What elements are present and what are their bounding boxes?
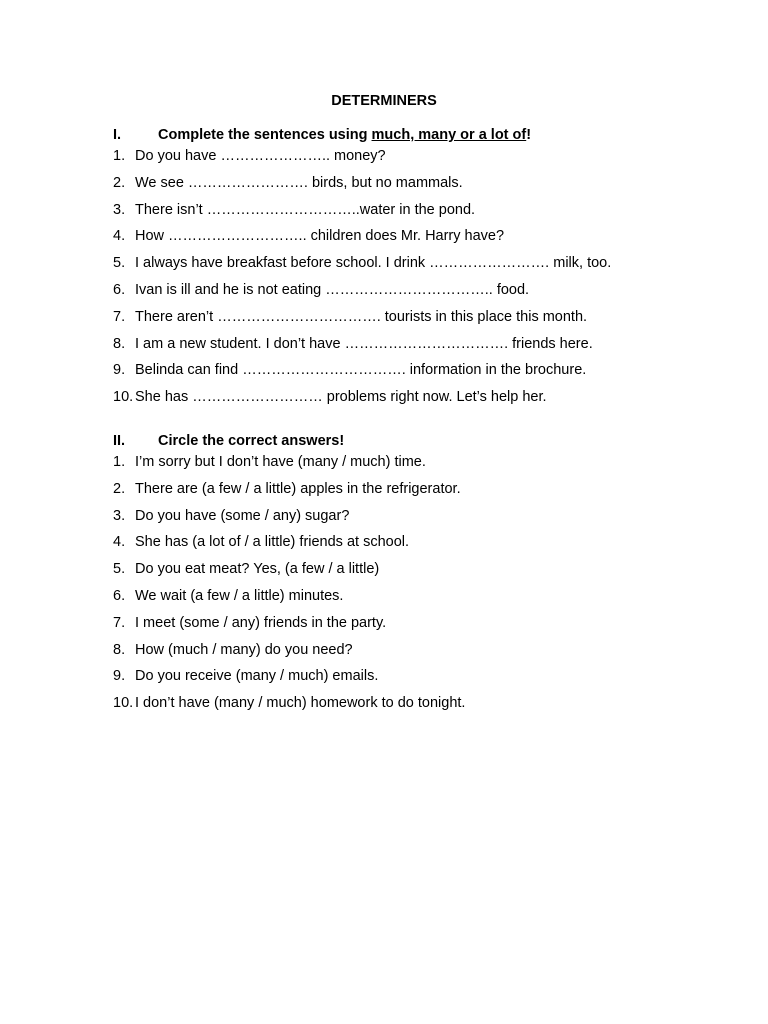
item-text: I’m sorry but I don’t have (many / much) time. <box>135 454 426 470</box>
item-number: 7. <box>113 614 126 631</box>
item-text: There aren’t ……………………………. tourists in this place this month. <box>135 308 588 325</box>
item-text: Ivan is ill and he is not eating …………………………….. food. <box>135 281 530 298</box>
item-number: 10. <box>113 389 134 406</box>
item-number: 3. <box>113 507 126 524</box>
item-text: I am a new student. I don’t have ……………………………. friends here. <box>135 335 593 352</box>
list-item <box>113 308 713 335</box>
list-item <box>113 453 713 480</box>
section-1-instruction <box>158 127 531 143</box>
item-number: 5. <box>113 561 126 578</box>
item-text: There are (a few / a little) apples in the refrigerator. <box>135 480 461 497</box>
item-number: 8. <box>113 335 126 352</box>
list-item <box>113 335 713 362</box>
item-number: 9. <box>113 668 126 685</box>
section-2-instruction: Circle the correct answers! <box>158 433 345 449</box>
list-item <box>113 560 713 587</box>
item-number: 7. <box>113 308 126 325</box>
item-text: How ……………………….. children does Mr. Harry have? <box>135 228 505 245</box>
worksheet-title: DETERMINERS <box>331 93 437 109</box>
item-number: 6. <box>113 281 126 298</box>
item-number: 1. <box>113 148 126 164</box>
item-text: Do you have (some / any) sugar? <box>135 507 350 524</box>
instruction-pre: Complete the sentences using <box>158 127 372 143</box>
item-number: 8. <box>113 641 126 658</box>
list-item <box>113 281 713 308</box>
item-text: I don’t have (many / much) homework to do tonight. <box>135 695 466 712</box>
item-number: 4. <box>113 534 126 551</box>
instruction-post: ! <box>526 127 532 143</box>
section-1-heading <box>113 127 713 147</box>
section-2-number: II. <box>113 433 126 449</box>
section-2-list <box>113 453 713 721</box>
item-number: 4. <box>113 228 126 245</box>
list-item <box>113 174 713 201</box>
list-item <box>113 641 713 668</box>
item-number: 9. <box>113 362 126 379</box>
item-number: 2. <box>113 480 126 497</box>
list-item <box>113 614 713 641</box>
list-item <box>113 201 713 228</box>
item-text: I meet (some / any) friends in the party. <box>135 614 387 631</box>
list-item <box>113 388 713 415</box>
item-text: We see ……………………. birds, but no mammals. <box>135 174 463 191</box>
list-item <box>113 480 713 507</box>
item-text: Do you receive (many / much) emails. <box>135 668 379 685</box>
list-item <box>113 507 713 534</box>
item-text: I always have breakfast before school. I drink ……………………. milk, too. <box>135 255 612 272</box>
item-text: There isn’t …………………………..water in the pond. <box>135 201 476 218</box>
section-1 <box>113 127 713 415</box>
item-number: 2. <box>113 174 126 191</box>
item-text: We wait (a few / a little) minutes. <box>135 587 344 604</box>
list-item <box>113 667 713 694</box>
item-number: 6. <box>113 587 126 604</box>
list-item <box>113 254 713 281</box>
item-number: 10. <box>113 695 134 712</box>
item-text: She has ……………………… problems right now. Let’s help her. <box>135 389 547 406</box>
item-text: Do you have ………………….. money? <box>135 148 386 164</box>
section-1-list <box>113 147 713 415</box>
item-number: 1. <box>113 454 126 470</box>
list-item <box>113 587 713 614</box>
list-item <box>113 694 713 721</box>
item-text: Do you eat meat? Yes, (a few / a little) <box>135 561 380 578</box>
item-number: 3. <box>113 201 126 218</box>
list-item <box>113 361 713 388</box>
section-2 <box>113 433 713 721</box>
list-item <box>113 227 713 254</box>
instruction-underlined: much, many or a lot of <box>371 127 527 143</box>
item-number: 5. <box>113 255 126 272</box>
section-2-heading <box>113 433 713 453</box>
item-text: She has (a lot of / a little) friends at school. <box>135 534 410 551</box>
item-text: Belinda can find ……………………………. information in the brochure. <box>135 362 587 379</box>
item-text: How (much / many) do you need? <box>135 641 353 658</box>
section-1-number: I. <box>113 127 122 143</box>
list-item <box>113 533 713 560</box>
list-item <box>113 147 713 174</box>
